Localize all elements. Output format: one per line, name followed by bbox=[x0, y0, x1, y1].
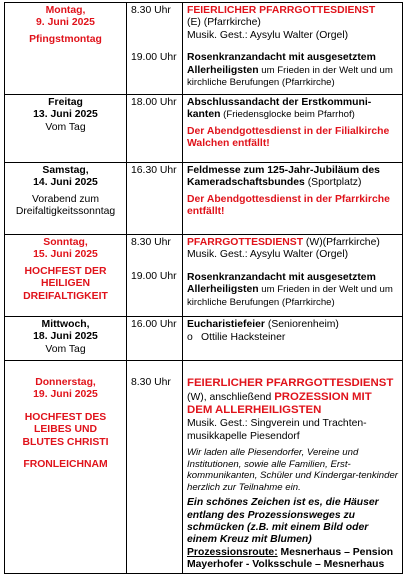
event-cell bbox=[183, 317, 403, 361]
date-day: 13. Juni 2025 bbox=[33, 109, 98, 121]
date-cell bbox=[5, 317, 127, 361]
schedule-table bbox=[4, 2, 403, 574]
table-row bbox=[5, 163, 403, 235]
date-day: 15. Juni 2025 bbox=[33, 249, 98, 261]
event-note: Der Abendgottesdienst in der Filialkirche Walchen entfällt! bbox=[187, 125, 390, 150]
time-cell bbox=[127, 3, 183, 95]
date-weekday: Sonntag, bbox=[43, 237, 88, 248]
date-cell bbox=[5, 163, 127, 235]
date-feast: HOCHFEST DER HEILIGEN DREIFALTIGKEIT bbox=[23, 265, 108, 302]
event-music: Musik. Gest.: Singverein und Trachten-musikkapelle Piesendorf bbox=[187, 418, 367, 442]
date-day: 19. Juni 2025 bbox=[33, 389, 98, 401]
date-cell bbox=[5, 3, 127, 95]
event-title: Rosenkranzandacht mit ausgesetztem bbox=[187, 52, 376, 64]
time-label: 19.00 Uhr bbox=[131, 52, 177, 64]
event-title-cont: Allerheiligsten bbox=[187, 284, 259, 296]
date-feast: Vom Tag bbox=[45, 343, 86, 355]
route-label: Prozessionsroute: bbox=[187, 546, 278, 558]
table-row bbox=[5, 361, 403, 574]
event-cell bbox=[183, 95, 403, 163]
event-title-cont: Kameradschaftsbundes bbox=[187, 177, 305, 189]
event-place: (E) (Pfarrkirche) bbox=[187, 17, 261, 29]
event-title: Abschlussandacht der Erstkommuni- bbox=[187, 97, 372, 108]
time-label: 8.30 Uhr bbox=[131, 5, 171, 16]
date-feast: HOCHFEST DES LEIBES UND BLUTES CHRISTI bbox=[22, 411, 109, 448]
event-note: Der Abendgottesdienst in der Pfarrkirche entfällt! bbox=[187, 193, 390, 218]
date-feast-name: FRONLEICHNAM bbox=[23, 459, 108, 471]
time-cell bbox=[127, 95, 183, 163]
time-label: 16.00 Uhr bbox=[131, 319, 177, 330]
time-cell bbox=[127, 361, 183, 574]
event-title: PFARRGOTTESDIENST bbox=[187, 237, 304, 248]
time-label: 8.30 Uhr bbox=[131, 237, 171, 248]
event-cell bbox=[183, 163, 403, 235]
event-title: Feldmesse zum 125-Jahr-Jubiläum des bbox=[187, 165, 380, 176]
event-cell bbox=[183, 3, 403, 95]
date-weekday: Montag, bbox=[45, 5, 86, 16]
route-text: Mesnerhaus – Pension Mayerhofer - Volksschule – Mesnerhaus bbox=[187, 546, 394, 571]
time-label: 18.00 Uhr bbox=[131, 97, 177, 108]
time-label: 19.00 Uhr bbox=[131, 271, 177, 283]
event-detail: um Frieden in der Welt und um kirchliche Berufungen (Pfarrkirche) bbox=[187, 64, 393, 89]
event-cell bbox=[183, 235, 403, 317]
date-day: 9. Juni 2025 bbox=[36, 17, 95, 29]
event-title-cont: Allerheiligsten bbox=[187, 64, 259, 76]
date-feast: Vom Tag bbox=[45, 121, 86, 133]
date-cell bbox=[5, 95, 127, 163]
table-row bbox=[5, 235, 403, 317]
date-feast: Vorabend zum Dreifaltigkeitssonntag bbox=[15, 193, 116, 218]
event-procession: PROZESSION MIT DEM ALLERHEILIGSTEN bbox=[187, 390, 372, 417]
event-invitation: Wir laden alle Piesendorfer, Vereine und Institutionen, sowie alle Familien, Erst-kommunikanten, Schüler und Kindergar-tenkinder herzlich zur Teilnahme ein. bbox=[187, 447, 399, 493]
date-day: 14. Juni 2025 bbox=[33, 177, 98, 189]
event-music: Musik. Gest.: Aysylu Walter (Orgel) bbox=[187, 249, 349, 261]
date-weekday: Donnerstag, bbox=[35, 377, 96, 388]
event-title: Rosenkranzandacht mit ausgesetztem bbox=[187, 271, 376, 283]
date-weekday: Mittwoch, bbox=[41, 319, 90, 330]
date-weekday: Samstag, bbox=[42, 165, 89, 176]
time-cell bbox=[127, 235, 183, 317]
table-row bbox=[5, 317, 403, 361]
time-label: 8.30 Uhr bbox=[131, 377, 171, 388]
date-day: 18. Juni 2025 bbox=[33, 331, 98, 343]
event-cell bbox=[183, 361, 403, 574]
bullet-symbol: o bbox=[187, 332, 193, 344]
table-row bbox=[5, 3, 403, 95]
time-cell bbox=[127, 317, 183, 361]
event-place: (W)(Pfarrkirche) bbox=[303, 237, 380, 248]
schedule-sheet bbox=[4, 2, 402, 574]
event-intention: Ottilie Hacksteiner bbox=[201, 332, 286, 344]
event-title-cont: kanten bbox=[187, 109, 221, 121]
event-detail: (Friedensglocke beim Pfarrhof) bbox=[220, 109, 355, 121]
event-title: FEIERLICHER PFARRGOTTESDIENST bbox=[187, 377, 394, 389]
date-feast: Pfingstmontag bbox=[29, 33, 102, 45]
date-cell bbox=[5, 361, 127, 574]
event-music: Musik. Gest.: Aysylu Walter (Orgel) bbox=[187, 29, 349, 41]
event-detail: um Frieden in der Welt und um kirchliche Berufungen (Pfarrkirche) bbox=[187, 284, 393, 308]
event-place: (W), anschließend bbox=[187, 391, 275, 403]
date-cell bbox=[5, 235, 127, 317]
event-detail: (Sportplatz) bbox=[304, 177, 362, 189]
event-title: Eucharistiefeier bbox=[187, 319, 265, 330]
time-cell bbox=[127, 163, 183, 235]
event-place: (Seniorenheim) bbox=[264, 319, 339, 330]
event-decoration-note: Ein schönes Zeichen ist es, die Häuser entlang des Prozessionsweges zu schmücken (z.B. mit einem Bild oder einem Kreuz mit Blumen) bbox=[187, 497, 379, 546]
date-weekday: Freitag bbox=[48, 97, 83, 108]
time-label: 16.30 Uhr bbox=[131, 165, 177, 176]
table-row bbox=[5, 95, 403, 163]
event-title: FEIERLICHER PFARRGOTTESDIENST bbox=[187, 5, 376, 16]
